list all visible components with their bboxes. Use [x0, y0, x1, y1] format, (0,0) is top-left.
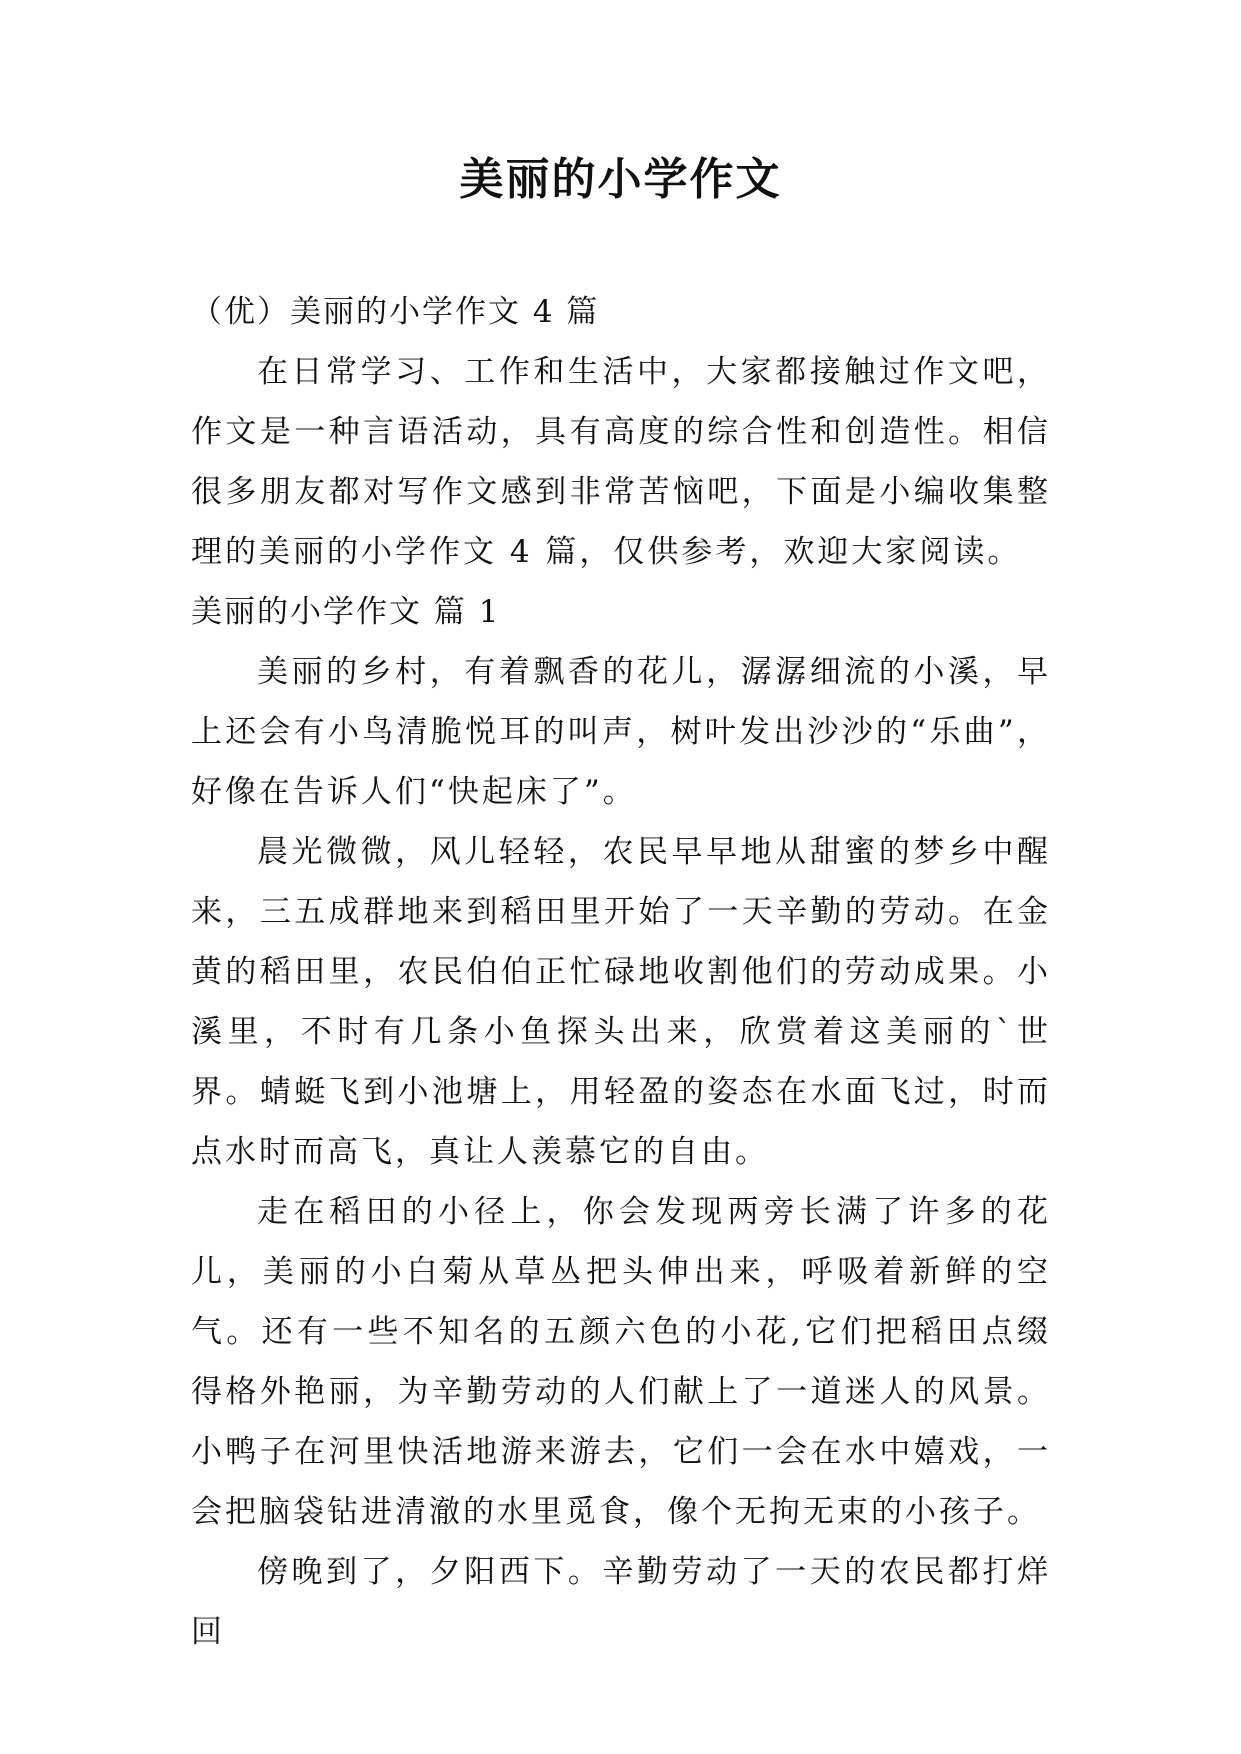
document-title: 美丽的小学作文 — [459, 154, 782, 205]
body-paragraph: 傍晚到了，夕阳西下。辛勤劳动了一天的农民都打烊回 — [191, 1554, 1051, 1650]
section-heading: 美丽的小学作文 篇 1 — [191, 594, 501, 630]
body-paragraph: 晨光微微，风儿轻轻，农民早早地从甜蜜的梦乡中醒来，三五成群地来到稻田里开始了一天辛勤的劳动。在金黄的稻田里，农民伯伯正忙碌地收割他们的劳动成果。小溪里，不时有几条小鱼探头出来，欣赏着这美丽的`世界。蜻蜓飞到小池塘上，用轻盈的姿态在水面飞过，时而点水时而高飞，真让人羡慕它的自由。 — [191, 834, 1051, 1170]
document-subtitle: （优）美丽的小学作文 4 篇 — [191, 294, 600, 330]
document-body — [191, 282, 1051, 1662]
body-paragraph: 美丽的乡村，有着飘香的花儿，潺潺细流的小溪，早上还会有小鸟清脆悦耳的叫声，树叶发出沙沙的“乐曲”，好像在告诉人们“快起床了”。 — [191, 654, 1051, 810]
intro-paragraph: 在日常学习、工作和生活中，大家都接触过作文吧，作文是一种言语活动，具有高度的综合性和创造性。相信很多朋友都对写作文感到非常苦恼吧，下面是小编收集整理的美丽的小学作文 4 篇，仅供参考，欢迎大家阅读。 — [191, 354, 1051, 570]
body-paragraph: 走在稻田的小径上，你会发现两旁长满了许多的花儿，美丽的小白菊从草丛把头伸出来，呼吸着新鲜的空气。还有一些不知名的五颜六色的小花,它们把稻田点缀得格外艳丽，为辛勤劳动的人们献上了一道迷人的风景。小鸭子在河里快活地游来游去，它们一会在水中嬉戏，一会把脑袋钻进清澈的水里觅食，像个无拘无束的小孩子。 — [191, 1194, 1051, 1530]
